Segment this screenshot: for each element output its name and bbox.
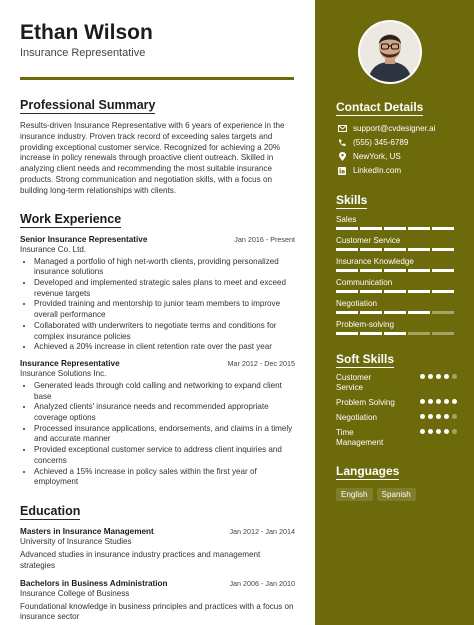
skill-level-segment bbox=[336, 311, 358, 314]
soft-skills-title: Soft Skills bbox=[336, 352, 395, 366]
rating-dot bbox=[444, 414, 449, 419]
soft-skill-name: Problem Solving bbox=[336, 398, 395, 407]
skill-level-segment bbox=[432, 290, 454, 293]
skill-level-segment bbox=[408, 311, 430, 314]
rating-dot bbox=[452, 429, 457, 434]
experience-section bbox=[20, 210, 295, 488]
rating-dot bbox=[428, 399, 433, 404]
job-title: Insurance Representative bbox=[20, 358, 120, 368]
job-date: Jan 2016 - Present bbox=[234, 234, 295, 244]
skill-level-segment bbox=[384, 332, 406, 335]
contact-location bbox=[336, 152, 462, 161]
experience-title: Work Experience bbox=[20, 211, 122, 226]
skill-level-segment bbox=[432, 227, 454, 230]
degree-date: Jan 2006 - Jan 2010 bbox=[229, 578, 295, 588]
contact-section bbox=[336, 98, 462, 175]
skill-level-segment bbox=[408, 248, 430, 251]
skill-level-segment bbox=[408, 227, 430, 230]
avatar bbox=[358, 20, 422, 84]
rating-dot bbox=[444, 429, 449, 434]
candidate-name: Ethan Wilson bbox=[20, 21, 153, 44]
skill-name: Insurance Knowledge bbox=[336, 257, 414, 266]
job-entry bbox=[20, 235, 295, 353]
summary-title: Professional Summary bbox=[20, 98, 156, 112]
linkedin-icon bbox=[336, 167, 348, 175]
job-entry bbox=[20, 359, 295, 488]
skill-name: Sales bbox=[336, 215, 357, 224]
skill-level-segment bbox=[336, 248, 358, 251]
education-entry bbox=[20, 527, 295, 572]
skill-level-bar bbox=[336, 332, 462, 335]
degree-date: Jan 2012 - Jan 2014 bbox=[229, 526, 295, 536]
skill-level-segment bbox=[408, 332, 430, 335]
skill-item bbox=[336, 236, 462, 251]
skill-name: Negotiation bbox=[336, 299, 377, 308]
envelope-icon bbox=[336, 125, 348, 132]
skill-level-segment bbox=[336, 269, 358, 272]
soft-skill-item bbox=[336, 428, 462, 448]
contact-title: Contact Details bbox=[336, 100, 424, 114]
skill-level-segment bbox=[408, 290, 430, 293]
rating-dot bbox=[452, 414, 457, 419]
degree-description: Foundational knowledge in business principles and practices with a focus on insurance sector bbox=[20, 601, 294, 622]
rating-dot bbox=[444, 399, 449, 404]
job-company: Insurance Co. Ltd. bbox=[20, 244, 87, 254]
skill-level-segment bbox=[384, 311, 406, 314]
candidate-role: Insurance Representative bbox=[20, 47, 146, 59]
rating-dot bbox=[436, 399, 441, 404]
skill-item bbox=[336, 320, 462, 335]
skill-level-segment bbox=[360, 290, 382, 293]
rating-dot bbox=[452, 374, 457, 379]
rating-dot bbox=[444, 374, 449, 379]
soft-skill-item bbox=[336, 373, 462, 393]
soft-skill-name: Customer Service bbox=[336, 373, 372, 392]
skill-level-segment bbox=[336, 227, 358, 230]
soft-skill-rating bbox=[420, 428, 462, 434]
skill-item bbox=[336, 299, 462, 314]
phone-text: (555) 345-6789 bbox=[353, 138, 409, 147]
languages-section bbox=[336, 462, 462, 501]
job-bullets bbox=[20, 257, 295, 353]
location-text: NewYork, US bbox=[353, 152, 401, 161]
soft-skill-name: Time Management bbox=[336, 428, 384, 447]
contact-email[interactable] bbox=[336, 124, 462, 133]
language-tag: English bbox=[336, 488, 373, 501]
soft-skills-section bbox=[336, 350, 462, 448]
rating-dot bbox=[428, 374, 433, 379]
rating-dot bbox=[420, 414, 425, 419]
rating-dot bbox=[420, 429, 425, 434]
skill-level-segment bbox=[432, 269, 454, 272]
skill-level-segment bbox=[384, 290, 406, 293]
soft-skill-rating bbox=[420, 413, 462, 419]
skill-level-segment bbox=[336, 332, 358, 335]
job-bullet: • Managed a portfolio of high net-worth clients, providing personalized insurance solutions bbox=[34, 257, 295, 278]
skills-title: Skills bbox=[336, 193, 368, 207]
contact-linkedin[interactable] bbox=[336, 166, 462, 175]
skill-level-bar bbox=[336, 227, 462, 230]
skill-level-segment bbox=[432, 311, 454, 314]
rating-dot bbox=[452, 399, 457, 404]
soft-skill-name: Negotiation bbox=[336, 413, 377, 422]
skill-level-segment bbox=[384, 227, 406, 230]
rating-dot bbox=[420, 374, 425, 379]
job-bullet: • Achieved a 15% increase in policy sales within the first year of employment bbox=[34, 467, 295, 488]
linkedin-text: LinkedIn.com bbox=[353, 166, 402, 175]
languages-title: Languages bbox=[336, 464, 400, 478]
language-tag: Spanish bbox=[377, 488, 416, 501]
skill-level-segment bbox=[408, 269, 430, 272]
job-bullet: • Analyzed clients' insurance needs and recommended appropriate coverage options bbox=[34, 402, 295, 423]
skill-level-segment bbox=[336, 290, 358, 293]
skill-level-bar bbox=[336, 311, 462, 314]
skill-item bbox=[336, 278, 462, 293]
job-company: Insurance Solutions Inc. bbox=[20, 368, 107, 378]
rating-dot bbox=[436, 429, 441, 434]
job-bullet: • Developed and implemented strategic sales plans to meet and exceed revenue targets bbox=[34, 278, 295, 299]
school-name: University of Insurance Studies bbox=[20, 536, 132, 546]
skill-level-segment bbox=[384, 269, 406, 272]
job-date: Mar 2012 - Dec 2015 bbox=[227, 358, 295, 368]
skill-level-segment bbox=[360, 248, 382, 251]
skill-level-segment bbox=[432, 332, 454, 335]
rating-dot bbox=[436, 374, 441, 379]
job-bullet: • Provided training and mentorship to junior team members to improve overall performance bbox=[34, 299, 295, 320]
summary-text: Results-driven Insurance Representative with 6 years of experience in the insurance industry. Proven track record of exceeding sales targets and providing exceptional customer service. Recognized for achieving a 20% increase in policy renewals through proactive client outreach. Skilled in analyzing client needs and recommending the most suitable insurance products. Strong communication and negotiation skills, with a focus on building long-term relationships with clients. bbox=[20, 121, 285, 195]
header-divider bbox=[20, 77, 294, 80]
job-bullet: • Provided exceptional customer service to address client inquiries and concerns bbox=[34, 445, 295, 466]
degree-description: Advanced studies in insurance industry practices and management strategies bbox=[20, 549, 261, 570]
job-bullet: • Collaborated with underwriters to negotiate terms and conditions for complex insurance policies bbox=[34, 321, 295, 342]
rating-dot bbox=[428, 414, 433, 419]
school-name: Insurance College of Business bbox=[20, 588, 130, 598]
job-bullet: • Processed insurance applications, endorsements, and claims in a timely and accurate manner bbox=[34, 424, 295, 445]
soft-skill-item bbox=[336, 398, 462, 408]
skill-level-bar bbox=[336, 290, 462, 293]
skill-level-segment bbox=[360, 227, 382, 230]
phone-icon bbox=[336, 139, 348, 147]
rating-dot bbox=[436, 414, 441, 419]
job-title: Senior Insurance Representative bbox=[20, 234, 148, 244]
skill-name: Customer Service bbox=[336, 236, 401, 245]
sidebar bbox=[315, 0, 474, 625]
skills-section bbox=[336, 191, 462, 335]
soft-skill-item bbox=[336, 413, 462, 423]
soft-skill-rating bbox=[420, 398, 462, 404]
contact-phone[interactable] bbox=[336, 138, 462, 147]
degree-title: Masters in Insurance Management bbox=[20, 526, 154, 536]
skill-item bbox=[336, 257, 462, 272]
job-bullet: • Achieved a 20% increase in client retention rate over the past year bbox=[34, 342, 295, 353]
soft-skill-rating bbox=[420, 373, 462, 379]
skill-level-segment bbox=[432, 248, 454, 251]
rating-dot bbox=[428, 429, 433, 434]
job-bullets bbox=[20, 381, 295, 488]
profile-photo bbox=[360, 22, 420, 82]
job-bullet: • Generated leads through cold calling and networking to expand client base bbox=[34, 381, 295, 402]
education-section bbox=[20, 502, 295, 623]
skill-name: Communication bbox=[336, 278, 393, 287]
skill-level-segment bbox=[360, 269, 382, 272]
skill-level-bar bbox=[336, 269, 462, 272]
education-entry bbox=[20, 579, 295, 624]
map-pin-icon bbox=[336, 152, 348, 161]
skill-level-segment bbox=[384, 248, 406, 251]
education-title: Education bbox=[20, 503, 81, 518]
skill-name: Problem-solving bbox=[336, 320, 395, 329]
skill-level-segment bbox=[360, 311, 382, 314]
skill-item bbox=[336, 215, 462, 230]
email-text: support@cvdesigner.ai bbox=[353, 124, 436, 133]
degree-title: Bachelors in Business Administration bbox=[20, 578, 168, 588]
rating-dot bbox=[420, 399, 425, 404]
skill-level-segment bbox=[360, 332, 382, 335]
skill-level-bar bbox=[336, 248, 462, 251]
summary-section bbox=[20, 96, 295, 197]
